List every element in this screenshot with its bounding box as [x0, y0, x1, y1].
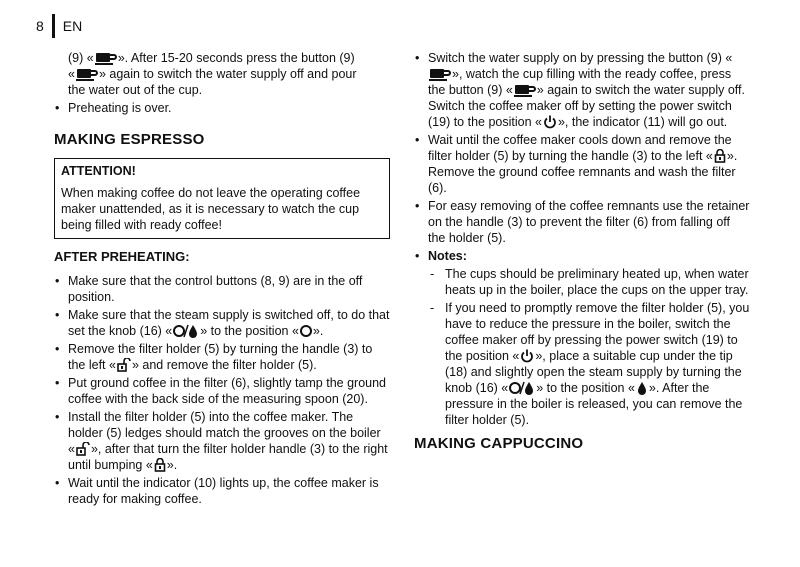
list-item: • Remove the filter holder (5) by turning the handle (3) to the left « » and remove the filter holder (5). — [54, 341, 390, 373]
knob-off-position-icon — [300, 324, 312, 338]
language-label: EN — [62, 18, 83, 34]
knob-off-steam-icon — [509, 381, 535, 395]
cup-button-icon — [514, 84, 536, 97]
intro-text: « — [68, 67, 75, 81]
unlock-icon — [117, 358, 131, 372]
steam-drop-icon — [636, 381, 648, 395]
note-item: - The cups should be preliminary heated up, when water heats up in the boiler, place the cups on the upper tray. — [428, 266, 750, 298]
right-list — [414, 50, 750, 428]
list-item: • Wait until the coffee maker cools down and remove the filter holder (5) by turning the handle (3) to the left « ». Remove the ground coffee remnants and wash the filter (6). — [414, 132, 750, 196]
notes-list — [428, 266, 750, 428]
cup-button-icon — [429, 68, 451, 81]
left-column — [54, 50, 390, 509]
list-item: • Install the filter holder (5) into the coffee maker. The holder (5) ledges should match the grooves on the boiler « », after that turn the filter holder handle (3) to the right until bumping « ». — [54, 409, 390, 473]
power-icon — [520, 349, 534, 363]
unlock-icon — [76, 442, 90, 456]
right-column — [414, 50, 750, 462]
cup-button-icon — [76, 68, 98, 81]
intro-text: the water out of the cup. — [68, 83, 203, 97]
list-item: • Make sure that the control buttons (8, 9) are in the off position. — [54, 273, 390, 305]
header-divider — [52, 14, 55, 38]
notes-label: Notes: — [428, 249, 467, 263]
intro-text: (9) « — [68, 51, 94, 65]
lock-icon — [714, 149, 726, 163]
section-title-making-cappuccino: MAKING CAPPUCCINO — [414, 435, 584, 452]
attention-title: ATTENTION! — [61, 164, 136, 178]
list-item: • Make sure that the steam supply is switched off, to do that set the knob (16) « » to the position « ». — [54, 307, 390, 339]
list-item: • Preheating is over. — [54, 100, 390, 116]
list-item: • Put ground coffee in the filter (6), slightly tamp the ground coffee with the back side of the measuring spoon (20). — [54, 375, 390, 407]
list-item: • For easy removing of the coffee remnants use the retainer on the handle (3) to prevent the filter (6) from falling off the holder (5). — [414, 198, 750, 246]
page-header — [36, 14, 82, 38]
attention-text: When making coffee do not leave the operating coffee maker unattended, as it is necessary to watch the cup being filled with ready coffee! — [61, 186, 361, 232]
section-title-making-espresso: MAKING ESPRESSO — [54, 131, 205, 148]
cup-button-icon — [95, 52, 117, 65]
note-item: - If you need to promptly remove the filter holder (5), you have to reduce the pressure in the boiler, switch the coffee maker off by pressing the power switch (19) to the position « », place a suitable cup under the tip (18) and slightly open the steam supply by turning the knob (16) « » to the position « ». After the pressure in the boiler is released, you can remove the filter holder (5). — [428, 300, 750, 428]
attention-box — [54, 158, 390, 239]
power-icon — [543, 115, 557, 129]
preheat-list — [54, 100, 390, 116]
intro-paragraph — [68, 50, 390, 98]
list-item-notes — [414, 248, 750, 428]
after-preheating-heading: AFTER PREHEATING: — [54, 249, 190, 264]
after-preheating-list — [54, 273, 390, 507]
knob-off-steam-icon — [173, 324, 199, 338]
intro-text: ». After 15-20 seconds press the button (9) — [117, 51, 355, 65]
page-number: 8 — [36, 18, 44, 34]
list-item: • Switch the water supply on by pressing the button (9) « », watch the cup filling with the ready coffee, press the button (9) « » again to switch the water supply off. Switch the coffee maker off by setting the power switch (19) to the position « », the indicator (11) will go out. — [414, 50, 750, 130]
list-item: • Wait until the indicator (10) lights up, the coffee maker is ready for making coffee. — [54, 475, 390, 507]
intro-text: » again to switch the water supply off and pour — [98, 67, 357, 81]
lock-icon — [154, 458, 166, 472]
